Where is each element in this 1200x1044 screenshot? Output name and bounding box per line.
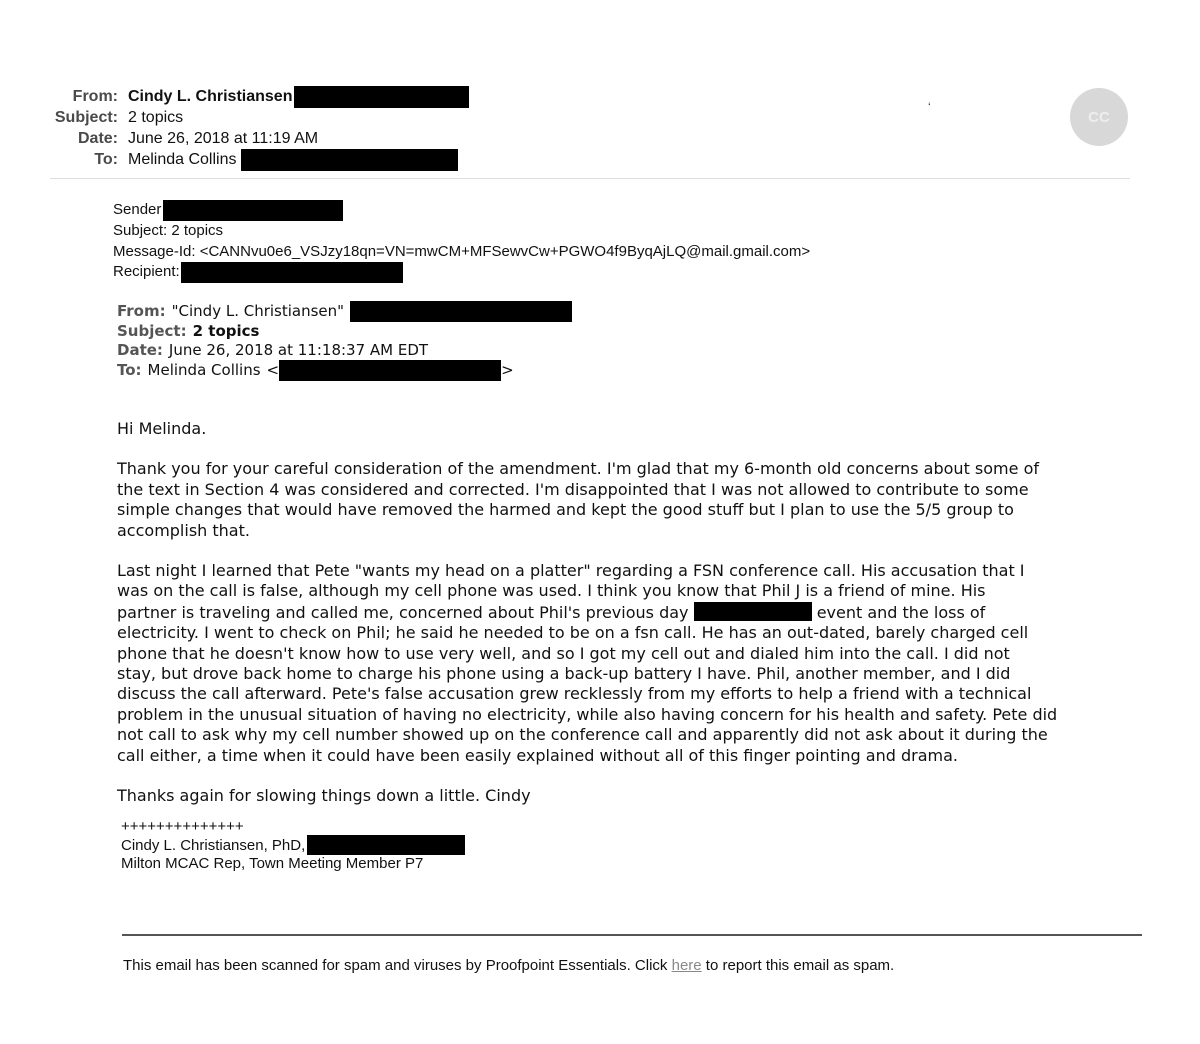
fwd-subject-row (117, 322, 572, 341)
paragraph-2-line: phone that he doesn't know how to use very well, and so I got my cell out and dialed him into the call. I did not (117, 643, 1010, 663)
meta-sender-label: Sender (113, 201, 162, 219)
paragraph-1-line: Thank you for your careful consideration of the amendment. I'm glad that my 6-month old concerns about some of (117, 459, 1039, 479)
email-header (40, 86, 600, 170)
sender-avatar: CC (1070, 88, 1128, 146)
date-label: Date: (77, 129, 118, 147)
fwd-to-row (117, 360, 572, 381)
signature-plus-line: ++++++++++++++ (121, 818, 244, 835)
fwd-date-row (117, 341, 572, 360)
footer-divider (122, 934, 1142, 936)
fwd-date-label: Date: (117, 341, 163, 359)
header-to-row (40, 149, 600, 170)
paragraph-2-line: problem in the unusual situation of having no electricity, while also having concern for his health and safety. Pete did (117, 704, 1058, 724)
paragraph-2-line: electricity. I went to check on Phil; he said he needed to be on a fsn call. He has an out-dated, barely charged cell (117, 623, 1029, 643)
redaction-bar (163, 200, 343, 221)
redaction-bar (294, 86, 469, 108)
signature-name-row (121, 835, 465, 855)
paragraph-2-line-redacted (117, 602, 1147, 623)
fwd-from-row (117, 301, 572, 322)
redaction-bar (307, 835, 465, 855)
spam-footer (123, 957, 894, 974)
fwd-from-value[interactable]: "Cindy L. Christiansen" (171, 302, 345, 320)
footer-text-after: to report this email as spam. (701, 957, 895, 974)
forwarded-header (117, 301, 572, 381)
header-date-row (40, 128, 600, 149)
paragraph-2-line: call either, a time when it could have been easily explained without all of this finger pointing and drama. (117, 745, 958, 765)
meta-recipient-label: Recipient: (113, 263, 180, 281)
redaction-bar (350, 301, 572, 322)
redaction-bar (279, 360, 501, 381)
meta-recipient-row (113, 262, 810, 283)
p2-line3-end: event and the loss of (816, 602, 986, 622)
footer-text-before: This email has been scanned for spam and viruses by Proofpoint Essentials. Click (123, 957, 672, 974)
signature (121, 818, 465, 872)
paragraph-1-line: simple changes that would have removed the harmed and kept the good stuff but I plan to use the 5/5 group to (117, 500, 1014, 520)
paragraph-2-line: discuss the call afterward. Pete's false accusation grew recklessly from my efforts to help a friend with a technical (117, 684, 1032, 704)
message-metadata (113, 200, 810, 283)
fwd-to-label: To: (117, 361, 142, 379)
fwd-date-value: June 26, 2018 at 11:18:37 AM EDT (168, 341, 429, 359)
paragraph-1-line: the text in Section 4 was considered and corrected. I'm disappointed that I was not allowed to contribute to some (117, 479, 1029, 499)
fwd-to-value[interactable]: Melinda Collins (147, 361, 261, 379)
message-body (117, 419, 1147, 807)
date-value: June 26, 2018 at 11:19 AM (128, 129, 319, 147)
redaction-bar (694, 602, 812, 621)
closing-line: Thanks again for slowing things down a little. Cindy (117, 786, 531, 806)
header-subject-row (40, 107, 600, 128)
report-spam-link[interactable]: here (671, 957, 702, 974)
paragraph-2-line: not call to ask why my cell number showed up on the conference call and apparently did not ask about it during the (117, 725, 1048, 745)
meta-message-id: Message-Id: <CANNvu0e6_VSJzy18qn=VN=mwCM+MFSewvCw+PGWO4f9ByqAjLQ@mail.gmail.com> (113, 242, 811, 260)
paragraph-2-line: was on the call is false, although my cell phone was used. I think you know that Phil J is a friend of mine. His (117, 581, 986, 601)
fwd-subject-value: 2 topics (192, 322, 260, 340)
from-label: From: (72, 87, 118, 105)
meta-sender-row (113, 200, 810, 221)
paragraph-2-line: stay, but drove back home to charge his phone using a back-up battery I have. Phil, another member, and I did (117, 664, 1011, 684)
subject-value: 2 topics (128, 108, 184, 126)
paragraph-1-line: accomplish that. (117, 520, 250, 540)
fwd-from-label: From: (117, 302, 166, 320)
to-label: To: (94, 150, 118, 168)
meta-subject: Subject: 2 topics (113, 222, 224, 239)
signature-name: Cindy L. Christiansen, PhD, (121, 836, 306, 854)
signature-title: Milton MCAC Rep, Town Meeting Member P7 (121, 855, 424, 872)
header-from-row (40, 86, 600, 107)
p2-line3-start: partner is traveling and called me, concerned about Phil's previous day (117, 602, 689, 622)
header-divider (50, 178, 1130, 179)
fwd-subject-label: Subject: (117, 322, 187, 340)
subject-label: Subject: (54, 108, 118, 126)
scan-speck: ‘ (928, 100, 931, 114)
paragraph-2-line: Last night I learned that Pete "wants my head on a platter" regarding a FSN conference call. His accusation that I (117, 561, 1025, 581)
redaction-bar (241, 149, 458, 171)
to-value[interactable]: Melinda Collins (128, 150, 237, 168)
from-value[interactable]: Cindy L. Christiansen (128, 87, 293, 105)
fwd-to-open-bracket: < (266, 361, 280, 379)
fwd-to-close-bracket: > (501, 361, 514, 379)
greeting: Hi Melinda. (117, 419, 207, 438)
redaction-bar (181, 262, 403, 283)
